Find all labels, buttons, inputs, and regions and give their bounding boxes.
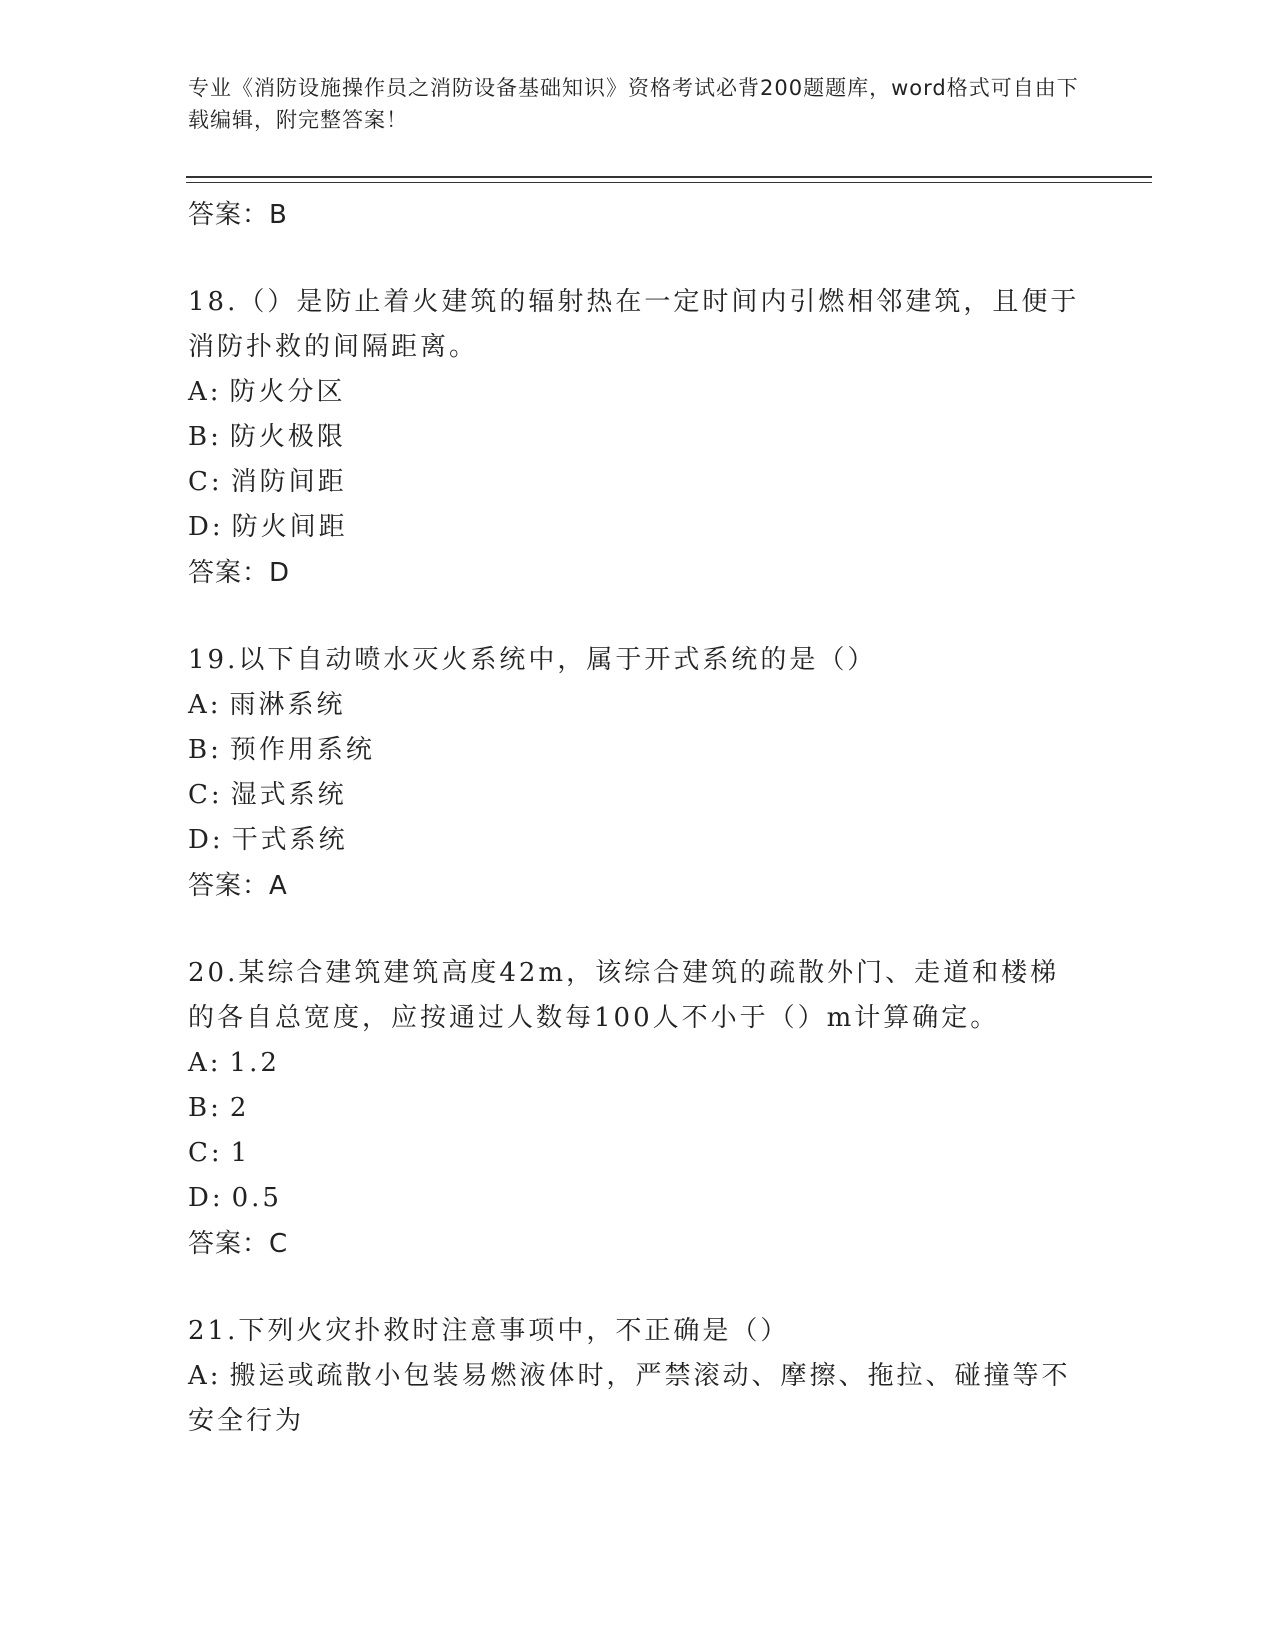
option-text: 防火间距 [231, 512, 348, 542]
option-key: A: [188, 377, 222, 407]
option-key: D: [188, 825, 224, 855]
option-a [188, 683, 1088, 728]
option-d [188, 818, 1088, 863]
answer-line: 答案：C [188, 1229, 289, 1259]
option-text: 0.5 [231, 1183, 282, 1213]
option-a [188, 1041, 1088, 1086]
option-b [188, 728, 1088, 773]
header-rule-thick [186, 176, 1152, 178]
option-text: 干式系统 [231, 825, 348, 855]
option-key: A: [188, 1048, 222, 1078]
answer-line: 答案：A [188, 871, 288, 901]
option-text: 防火极限 [229, 422, 346, 452]
option-text: 防火分区 [229, 377, 346, 407]
option-a [188, 370, 1088, 415]
option-key: C: [188, 467, 223, 497]
exam-content [188, 188, 1088, 1444]
question-18 [188, 280, 1088, 596]
option-text: 搬运或疏散小包装易燃液体时，严禁滚动、摩擦、拖拉、碰撞等不安全行为 [188, 1361, 1071, 1436]
option-text: 消防间距 [230, 467, 347, 497]
option-key: B: [188, 1093, 222, 1123]
option-c [188, 1131, 1088, 1176]
option-c [188, 773, 1088, 818]
header-rule-thin [186, 182, 1152, 183]
option-key: D: [188, 512, 224, 542]
option-text: 1.2 [229, 1048, 280, 1078]
answer-line: 答案：D [188, 558, 291, 588]
question-19 [188, 638, 1088, 909]
option-text: 预作用系统 [229, 735, 375, 765]
question-21 [188, 1309, 1088, 1444]
option-d [188, 1176, 1088, 1221]
option-d [188, 505, 1088, 550]
question-text: 19.以下自动喷水灭火系统中，属于开式系统的是（） [188, 645, 877, 675]
option-key: A: [188, 1361, 222, 1391]
option-key: D: [188, 1183, 224, 1213]
option-key: B: [188, 735, 222, 765]
option-text: 雨淋系统 [229, 690, 346, 720]
option-a [188, 1354, 1088, 1444]
option-key: A: [188, 690, 222, 720]
option-text: 湿式系统 [230, 780, 347, 810]
option-key: C: [188, 780, 223, 810]
option-c [188, 460, 1088, 505]
option-text: 1 [230, 1138, 251, 1168]
previous-answer: 答案：B [188, 200, 288, 230]
question-text: 21.下列火灾扑救时注意事项中，不正确是（） [188, 1316, 790, 1346]
option-b [188, 415, 1088, 460]
question-text: 18.（）是防止着火建筑的辐射热在一定时间内引燃相邻建筑，且便于消防扑救的间隔距离。 [188, 287, 1080, 362]
page-header: 专业《消防设施操作员之消防设备基础知识》资格考试必背200题题库，word格式可自由下载编辑，附完整答案！ [188, 76, 1079, 132]
option-key: C: [188, 1138, 223, 1168]
option-b [188, 1086, 1088, 1131]
option-key: B: [188, 422, 222, 452]
option-text: 2 [229, 1093, 250, 1123]
question-20 [188, 951, 1088, 1267]
question-text: 20.某综合建筑建筑高度42m，该综合建筑的疏散外门、走道和楼梯的各自总宽度，应按通过人数每100人不小于（）m计算确定。 [188, 958, 1060, 1033]
